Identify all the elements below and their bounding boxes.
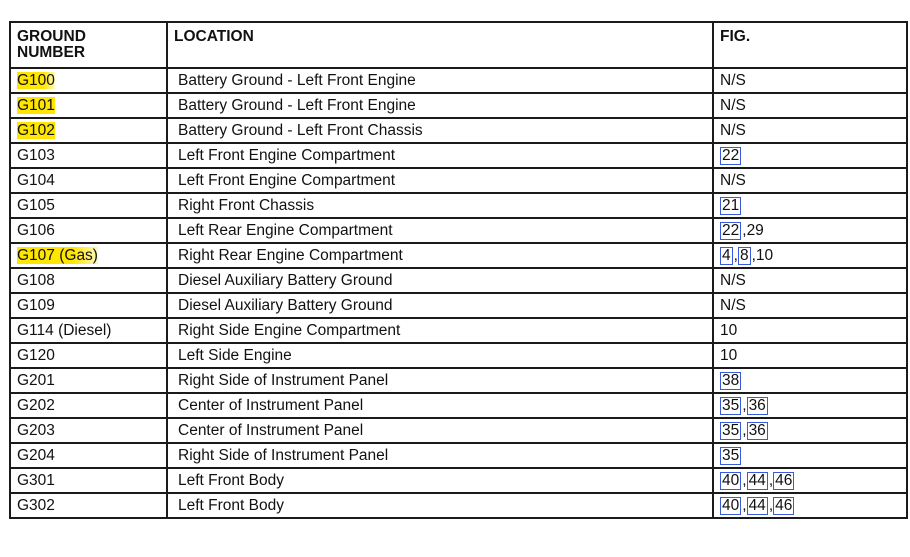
ground-number-cell (10, 143, 167, 168)
fig-link[interactable]: 21 (722, 196, 740, 214)
table-row (10, 318, 907, 343)
location-cell: Left Front Body (167, 493, 713, 518)
fig-cell (713, 393, 907, 418)
fig-link[interactable]: 38 (722, 371, 740, 389)
fig-link[interactable]: 36 (748, 421, 766, 439)
ground-number-cell (10, 368, 167, 393)
fig-value: N/S (720, 121, 746, 139)
ground-number: G202 (17, 396, 55, 414)
table-row (10, 268, 907, 293)
ground-number-cell (10, 268, 167, 293)
table-row (10, 443, 907, 468)
fig-cell (713, 243, 907, 268)
fig-separator: , (742, 471, 747, 489)
location-cell: Center of Instrument Panel (167, 418, 713, 443)
ground-number: G204 (17, 446, 55, 464)
fig-link[interactable]: 44 (748, 471, 766, 489)
fig-separator: , (733, 246, 738, 264)
location-cell: Battery Ground - Left Front Chassis (167, 118, 713, 143)
ground-number: G101 (17, 96, 55, 114)
fig-cell (713, 118, 907, 143)
fig-separator: , (742, 221, 747, 239)
table-row (10, 93, 907, 118)
ground-number: G103 (17, 146, 55, 164)
ground-number-cell (10, 193, 167, 218)
fig-link[interactable]: 36 (748, 396, 766, 414)
header-location: LOCATION (167, 22, 713, 68)
fig-cell (713, 343, 907, 368)
table-row (10, 368, 907, 393)
location-cell: Left Front Engine Compartment (167, 143, 713, 168)
ground-number-cell (10, 393, 167, 418)
fig-link[interactable]: 44 (748, 496, 766, 514)
location-cell: Right Side Engine Compartment (167, 318, 713, 343)
ground-number: G302 (17, 496, 55, 514)
ground-number: G114 (Diesel) (17, 321, 112, 339)
ground-number: G201 (17, 371, 55, 389)
ground-number: G108 (17, 271, 55, 289)
fig-value: 29 (746, 221, 764, 239)
location-cell: Left Front Engine Compartment (167, 168, 713, 193)
table-row (10, 343, 907, 368)
fig-cell (713, 418, 907, 443)
fig-value: N/S (720, 71, 746, 89)
fig-link[interactable]: 4 (722, 246, 731, 264)
fig-value: N/S (720, 296, 746, 314)
fig-link[interactable]: 46 (775, 496, 793, 514)
fig-link[interactable]: 40 (722, 496, 740, 514)
location-cell: Battery Ground - Left Front Engine (167, 93, 713, 118)
fig-cell (713, 443, 907, 468)
fig-cell (713, 468, 907, 493)
fig-link[interactable]: 35 (722, 446, 740, 464)
table-body (10, 68, 907, 518)
fig-cell (713, 293, 907, 318)
header-ground-line1: GROUND (17, 28, 86, 45)
ground-number: G203 (17, 421, 55, 439)
location-cell: Right Side of Instrument Panel (167, 443, 713, 468)
fig-separator: , (751, 246, 756, 264)
ground-number-cell (10, 68, 167, 93)
ground-number-cell (10, 443, 167, 468)
fig-value: N/S (720, 271, 746, 289)
fig-link[interactable]: 22 (722, 221, 740, 239)
location-cell: Center of Instrument Panel (167, 393, 713, 418)
ground-number-cell (10, 318, 167, 343)
table-row (10, 143, 907, 168)
table-row (10, 243, 907, 268)
ground-locations-table (9, 21, 908, 519)
fig-value: 10 (755, 246, 774, 264)
ground-number-cell (10, 218, 167, 243)
ground-number-cell (10, 118, 167, 143)
ground-number: G104 (17, 171, 55, 189)
ground-locations-table-container (9, 21, 906, 519)
table-row (10, 468, 907, 493)
fig-separator: , (768, 496, 774, 514)
fig-cell (713, 493, 907, 518)
fig-cell (713, 93, 907, 118)
location-cell: Right Front Chassis (167, 193, 713, 218)
fig-cell (713, 193, 907, 218)
location-cell: Left Front Body (167, 468, 713, 493)
fig-cell (713, 218, 907, 243)
fig-link[interactable]: 8 (739, 246, 749, 264)
table-row (10, 218, 907, 243)
location-cell: Right Side of Instrument Panel (167, 368, 713, 393)
header-fig: FIG. (713, 22, 907, 68)
table-row (10, 168, 907, 193)
ground-number: G107 (Gas) (17, 246, 98, 264)
table-row (10, 393, 907, 418)
table-header-row (10, 22, 907, 68)
location-cell: Battery Ground - Left Front Engine (167, 68, 713, 93)
table-row (10, 68, 907, 93)
ground-number-cell (10, 243, 167, 268)
ground-number-cell (10, 418, 167, 443)
fig-link[interactable]: 35 (722, 421, 740, 439)
fig-value: 10 (720, 346, 738, 364)
fig-cell (713, 68, 907, 93)
fig-cell (713, 368, 907, 393)
fig-cell (713, 268, 907, 293)
ground-number: G100 (17, 71, 55, 89)
ground-number: G301 (17, 471, 55, 489)
fig-value: N/S (720, 171, 746, 189)
ground-number: G109 (17, 296, 55, 314)
ground-number-cell (10, 343, 167, 368)
table-row (10, 293, 907, 318)
ground-number: G106 (17, 221, 55, 239)
fig-separator: , (742, 396, 747, 414)
table-row (10, 193, 907, 218)
fig-link[interactable]: 46 (775, 471, 793, 489)
fig-separator: , (742, 421, 747, 439)
ground-number-cell (10, 468, 167, 493)
location-cell: Left Side Engine (167, 343, 713, 368)
ground-number: G120 (17, 346, 55, 364)
fig-link[interactable]: 22 (722, 146, 740, 164)
fig-link[interactable]: 35 (722, 396, 740, 414)
fig-cell (713, 168, 907, 193)
location-cell: Diesel Auxiliary Battery Ground (167, 268, 713, 293)
location-cell: Left Rear Engine Compartment (167, 218, 713, 243)
ground-number-cell (10, 168, 167, 193)
fig-value: 10 (720, 321, 738, 339)
location-cell: Diesel Auxiliary Battery Ground (167, 293, 713, 318)
ground-number: G105 (17, 196, 55, 214)
ground-number-cell (10, 293, 167, 318)
fig-value: N/S (720, 96, 746, 114)
fig-separator: , (742, 496, 747, 514)
fig-link[interactable]: 40 (722, 471, 740, 489)
header-ground-line2: NUMBER (17, 43, 86, 61)
ground-number: G102 (17, 121, 55, 139)
location-cell: Right Rear Engine Compartment (167, 243, 713, 268)
fig-cell (713, 318, 907, 343)
fig-cell (713, 143, 907, 168)
ground-number-cell (10, 493, 167, 518)
table-row (10, 418, 907, 443)
table-row (10, 118, 907, 143)
table-row (10, 493, 907, 518)
fig-separator: , (768, 471, 774, 489)
ground-number-cell (10, 93, 167, 118)
header-ground-number (10, 22, 167, 68)
